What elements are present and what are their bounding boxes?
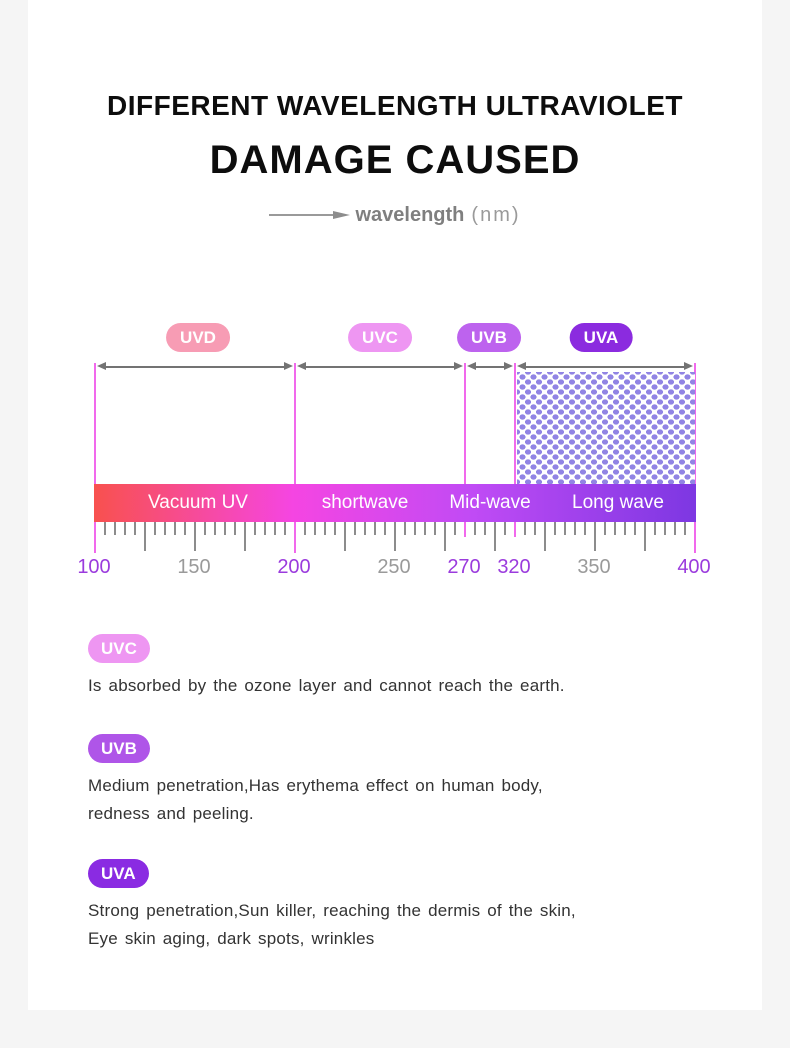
ruler-tick — [244, 522, 246, 551]
ruler-tick — [594, 522, 596, 551]
page-subtitle: DAMAGE CAUSED — [209, 138, 581, 182]
ruler-tick — [454, 522, 456, 535]
band-badge-uvd: UVD — [166, 323, 230, 352]
ruler-tick — [644, 522, 646, 551]
ruler-tick — [444, 522, 446, 551]
bar-label-vacuum-uv: Vacuum UV — [148, 492, 248, 513]
page-title: DIFFERENT WAVELENGTH ULTRAVIOLET — [107, 90, 683, 121]
ruler-tick — [514, 522, 516, 535]
scale-label-350: 350 — [577, 556, 611, 578]
uva-dot-pattern — [517, 372, 695, 484]
ruler-tick — [124, 522, 126, 535]
ruler-tick — [274, 522, 276, 535]
ruler-tick — [614, 522, 616, 535]
section-text-uvc-line1: Is absorbed by the ozone layer and cannot reach the earth. — [88, 676, 565, 695]
scale-label-400: 400 — [677, 556, 711, 578]
ruler-tick — [284, 522, 286, 535]
ruler-tick — [424, 522, 426, 535]
ruler-tick — [494, 522, 496, 551]
section-text-uvb-line2: redness and peeling. — [88, 804, 254, 823]
ruler-tick — [684, 522, 686, 535]
section-badge-uvb: UVB — [88, 734, 150, 763]
ruler-tick — [434, 522, 436, 535]
ruler-tick — [564, 522, 566, 535]
scale-label-270: 270 — [447, 556, 481, 578]
ruler-tick — [624, 522, 626, 535]
section-text-uva-line2: Eye skin aging, dark spots, wrinkles — [88, 929, 375, 948]
band-badge-uvb: UVB — [457, 323, 521, 352]
wavelength-axis-caption — [28, 202, 762, 228]
ruler-tick — [294, 522, 296, 551]
content-card — [28, 0, 762, 1010]
ruler-tick — [114, 522, 116, 535]
ruler-tick — [534, 522, 536, 535]
ruler-tick — [364, 522, 366, 535]
ruler-tick — [464, 522, 466, 535]
ruler-tick — [204, 522, 206, 535]
ruler-tick — [144, 522, 146, 551]
ruler-tick — [94, 522, 96, 551]
ruler-tick — [264, 522, 266, 535]
ruler-tick — [574, 522, 576, 535]
range-arrow-uva — [517, 362, 693, 371]
bar-label-shortwave: shortwave — [321, 492, 409, 513]
band-badge-uvc: UVC — [348, 323, 412, 352]
spectrum-bar — [94, 484, 696, 522]
section-badge-uvc: UVC — [88, 634, 150, 663]
ruler-tick — [224, 522, 226, 535]
ruler-tick — [214, 522, 216, 535]
section-text-uvb-line1: Medium penetration,Has erythema effect on human body, — [88, 776, 543, 795]
scale-label-100: 100 — [77, 556, 111, 578]
scale-label-250: 250 — [377, 556, 411, 578]
bar-label-mid-wave: Mid-wave — [449, 492, 531, 513]
scale-label-320: 320 — [497, 556, 531, 578]
ruler-tick — [394, 522, 396, 551]
right-arrow-icon — [333, 211, 350, 219]
ruler-tick — [584, 522, 586, 535]
ruler-tick — [174, 522, 176, 535]
ruler-tick — [414, 522, 416, 535]
ruler-tick — [334, 522, 336, 535]
ruler-tick — [184, 522, 186, 535]
axis-label: wavelength — [355, 203, 465, 226]
ruler-tick — [194, 522, 196, 551]
ruler-tick — [474, 522, 476, 535]
section-uvb — [88, 734, 728, 828]
ruler-tick — [304, 522, 306, 535]
section-badge-uva: UVA — [88, 859, 149, 888]
section-text-uva-line1: Strong penetration,Sun killer, reaching the dermis of the skin, — [88, 901, 576, 920]
ruler-tick — [164, 522, 166, 535]
ruler-tick — [524, 522, 526, 535]
arrow-line — [269, 214, 333, 216]
ruler-tick — [504, 522, 506, 535]
ruler-tick — [634, 522, 636, 535]
section-uvc — [88, 634, 728, 700]
ruler-tick — [344, 522, 346, 551]
ruler-tick — [544, 522, 546, 551]
ruler-tick — [314, 522, 316, 535]
ruler-tick — [154, 522, 156, 535]
ruler-tick — [324, 522, 326, 535]
bar-label-long-wave: Long wave — [572, 492, 664, 513]
ruler-tick — [554, 522, 556, 535]
range-arrow-uvd — [97, 362, 293, 371]
section-uva — [88, 859, 728, 953]
ruler-tick — [234, 522, 236, 535]
ruler-tick — [374, 522, 376, 535]
ruler-tick — [384, 522, 386, 535]
ruler-tick — [134, 522, 136, 535]
band-badge-uva: UVA — [570, 323, 633, 352]
ruler-tick — [254, 522, 256, 535]
wavelength-ruler — [94, 522, 696, 552]
ruler-tick — [484, 522, 486, 535]
ruler-tick — [404, 522, 406, 535]
ruler-tick — [354, 522, 356, 535]
scale-label-200: 200 — [277, 556, 311, 578]
ruler-tick — [604, 522, 606, 535]
ruler-tick — [674, 522, 676, 535]
range-arrow-uvc — [297, 362, 463, 371]
axis-unit: (nm) — [471, 203, 521, 226]
scale-label-150: 150 — [177, 556, 211, 578]
ruler-tick — [654, 522, 656, 535]
ruler-tick — [694, 522, 696, 551]
ruler-tick — [104, 522, 106, 535]
uv-spectrum-diagram — [28, 310, 762, 600]
ruler-tick — [664, 522, 666, 535]
range-arrow-uvb — [467, 362, 513, 371]
